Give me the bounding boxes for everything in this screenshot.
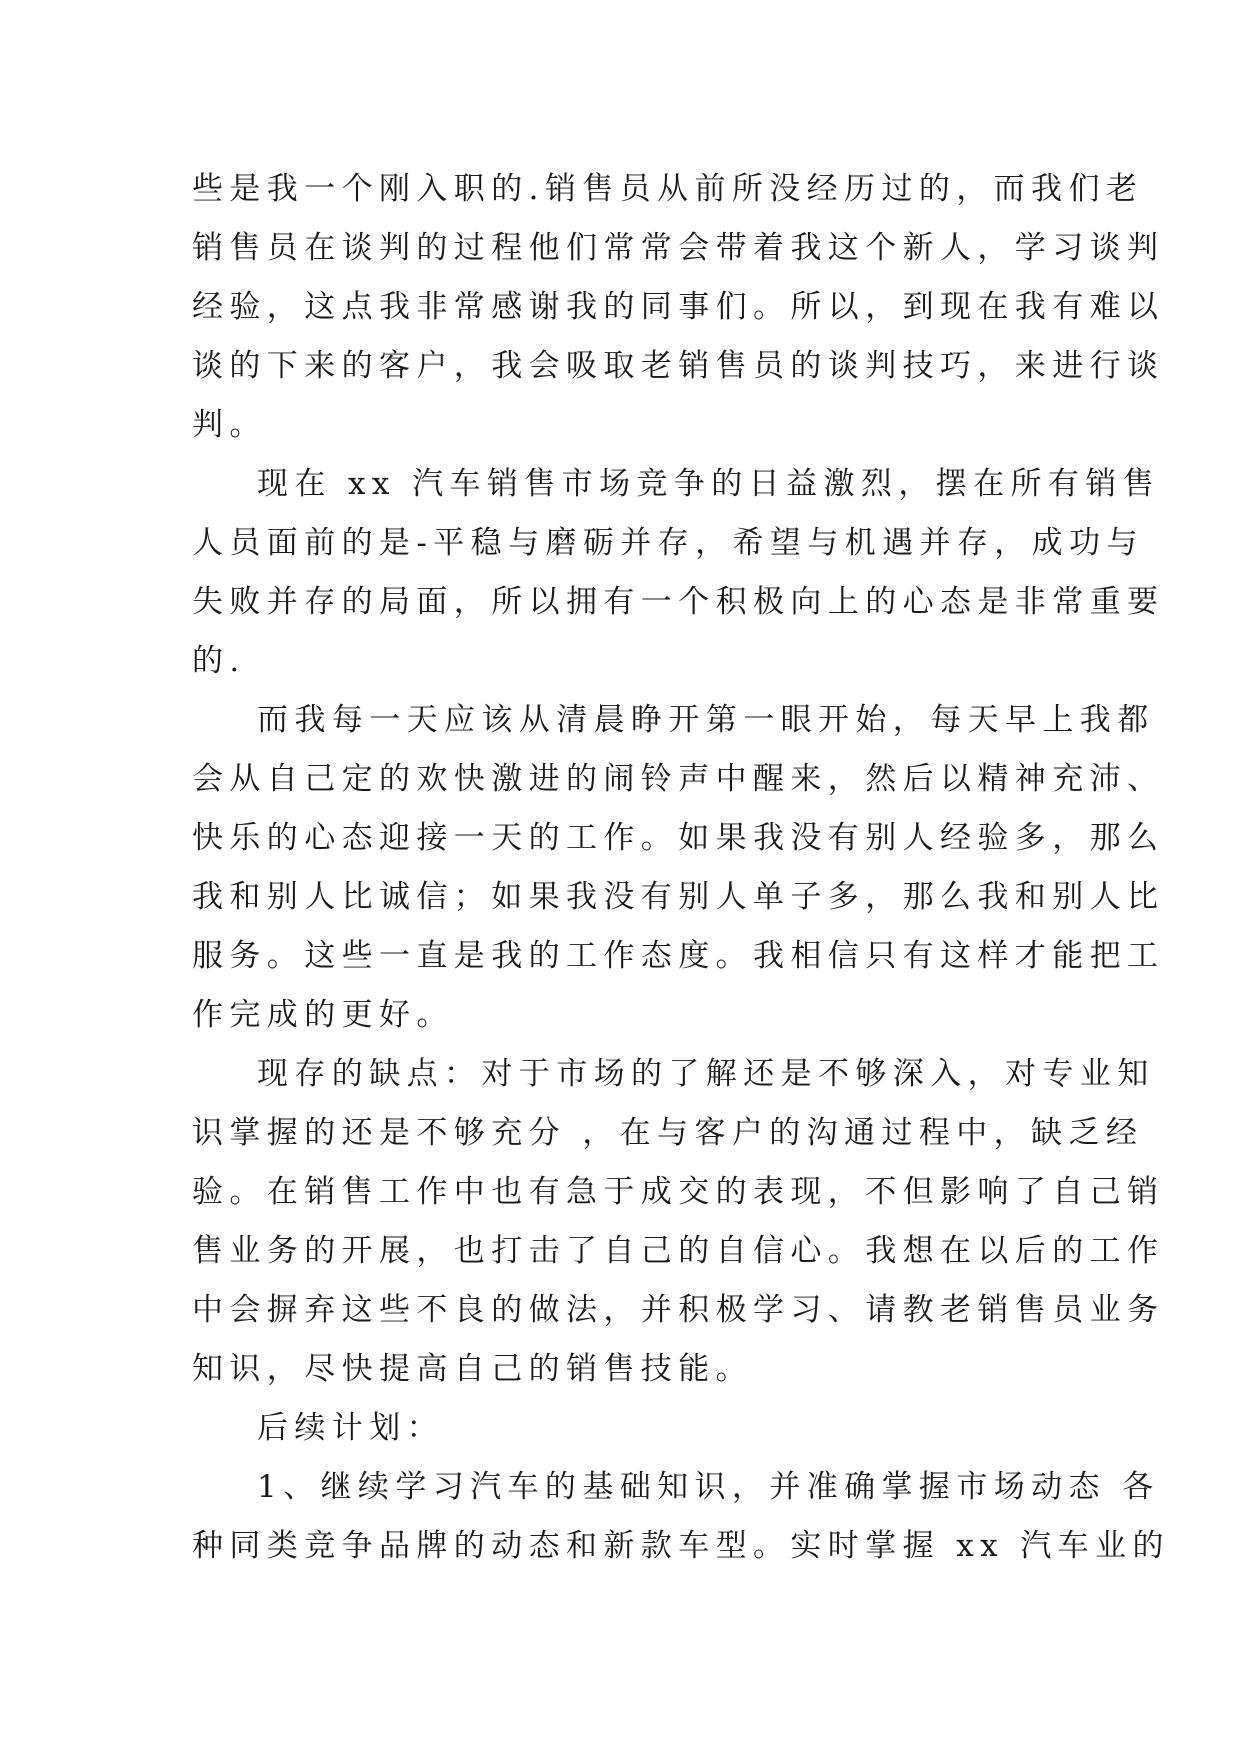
text-line: 种同类竞争品牌的动态和新款车型。实时掌握 xx 汽车业的 bbox=[192, 1528, 1170, 1564]
text-line: 现存的缺点：对于市场的了解还是不够深入，对专业知 bbox=[257, 1056, 1155, 1092]
paragraph-1 bbox=[192, 160, 1165, 455]
text-line: 些是我一个刚入职的.销售员从前所没经历过的，而我们老 bbox=[192, 171, 1144, 207]
text-line: 销售员在谈判的过程他们常常会带着我这个新人，学习谈判 bbox=[192, 230, 1165, 266]
text-line: 售业务的开展，也打击了自己的自信心。我想在以后的工作 bbox=[192, 1233, 1165, 1269]
document-body bbox=[192, 160, 1170, 1576]
text-line: 现在 xx 汽车销售市场竞争的日益激烈，摆在所有销售 bbox=[257, 466, 1161, 502]
text-line: 经验，这点我非常感谢我的同事们。所以，到现在我有难以 bbox=[192, 289, 1165, 325]
text-line: 会从自己定的欢快激进的闹铃声中醒来，然后以精神充沛、 bbox=[192, 761, 1165, 797]
text-line: 识掌握的还是不够充分 ，在与客户的沟通过程中，缺乏经 bbox=[192, 1115, 1144, 1151]
text-line: 服务。这些一直是我的工作态度。我相信只有这样才能把工 bbox=[192, 938, 1165, 974]
text-line: 知识，尽快提高自己的销售技能。 bbox=[192, 1351, 753, 1387]
text-line: 快乐的心态迎接一天的工作。如果我没有别人经验多，那么 bbox=[192, 820, 1165, 856]
paragraph-2 bbox=[192, 455, 1165, 691]
text-line: 的. bbox=[192, 643, 246, 679]
text-line: 谈的下来的客户，我会吸取老销售员的谈判技巧，来进行谈 bbox=[192, 348, 1165, 384]
text-line: 人员面前的是-平稳与磨砺并存，希望与机遇并存，成功与 bbox=[192, 525, 1144, 561]
text-line: 判。 bbox=[192, 407, 267, 443]
text-line: 1、继续学习汽车的基础知识，并准确掌握市场动态 各 bbox=[257, 1469, 1160, 1505]
text-line: 中会摒弃这些不良的做法，并积极学习、请教老销售员业务 bbox=[192, 1292, 1165, 1328]
text-line: 而我每一天应该从清晨睁开第一眼开始，每天早上我都 bbox=[257, 702, 1155, 738]
paragraph-3 bbox=[192, 691, 1165, 1045]
text-line: 作完成的更好。 bbox=[192, 997, 454, 1033]
text-line: 验。在销售工作中也有急于成交的表现，不但影响了自己销 bbox=[192, 1174, 1165, 1210]
paragraph-6 bbox=[192, 1458, 1170, 1576]
paragraph-4 bbox=[192, 1045, 1165, 1399]
paragraph-5 bbox=[192, 1399, 1060, 1458]
section-heading: 后续计划： bbox=[257, 1410, 444, 1446]
text-line: 失败并存的局面，所以拥有一个积极向上的心态是非常重要 bbox=[192, 584, 1165, 620]
text-line: 我和别人比诚信；如果我没有别人单子多，那么我和别人比 bbox=[192, 879, 1165, 915]
